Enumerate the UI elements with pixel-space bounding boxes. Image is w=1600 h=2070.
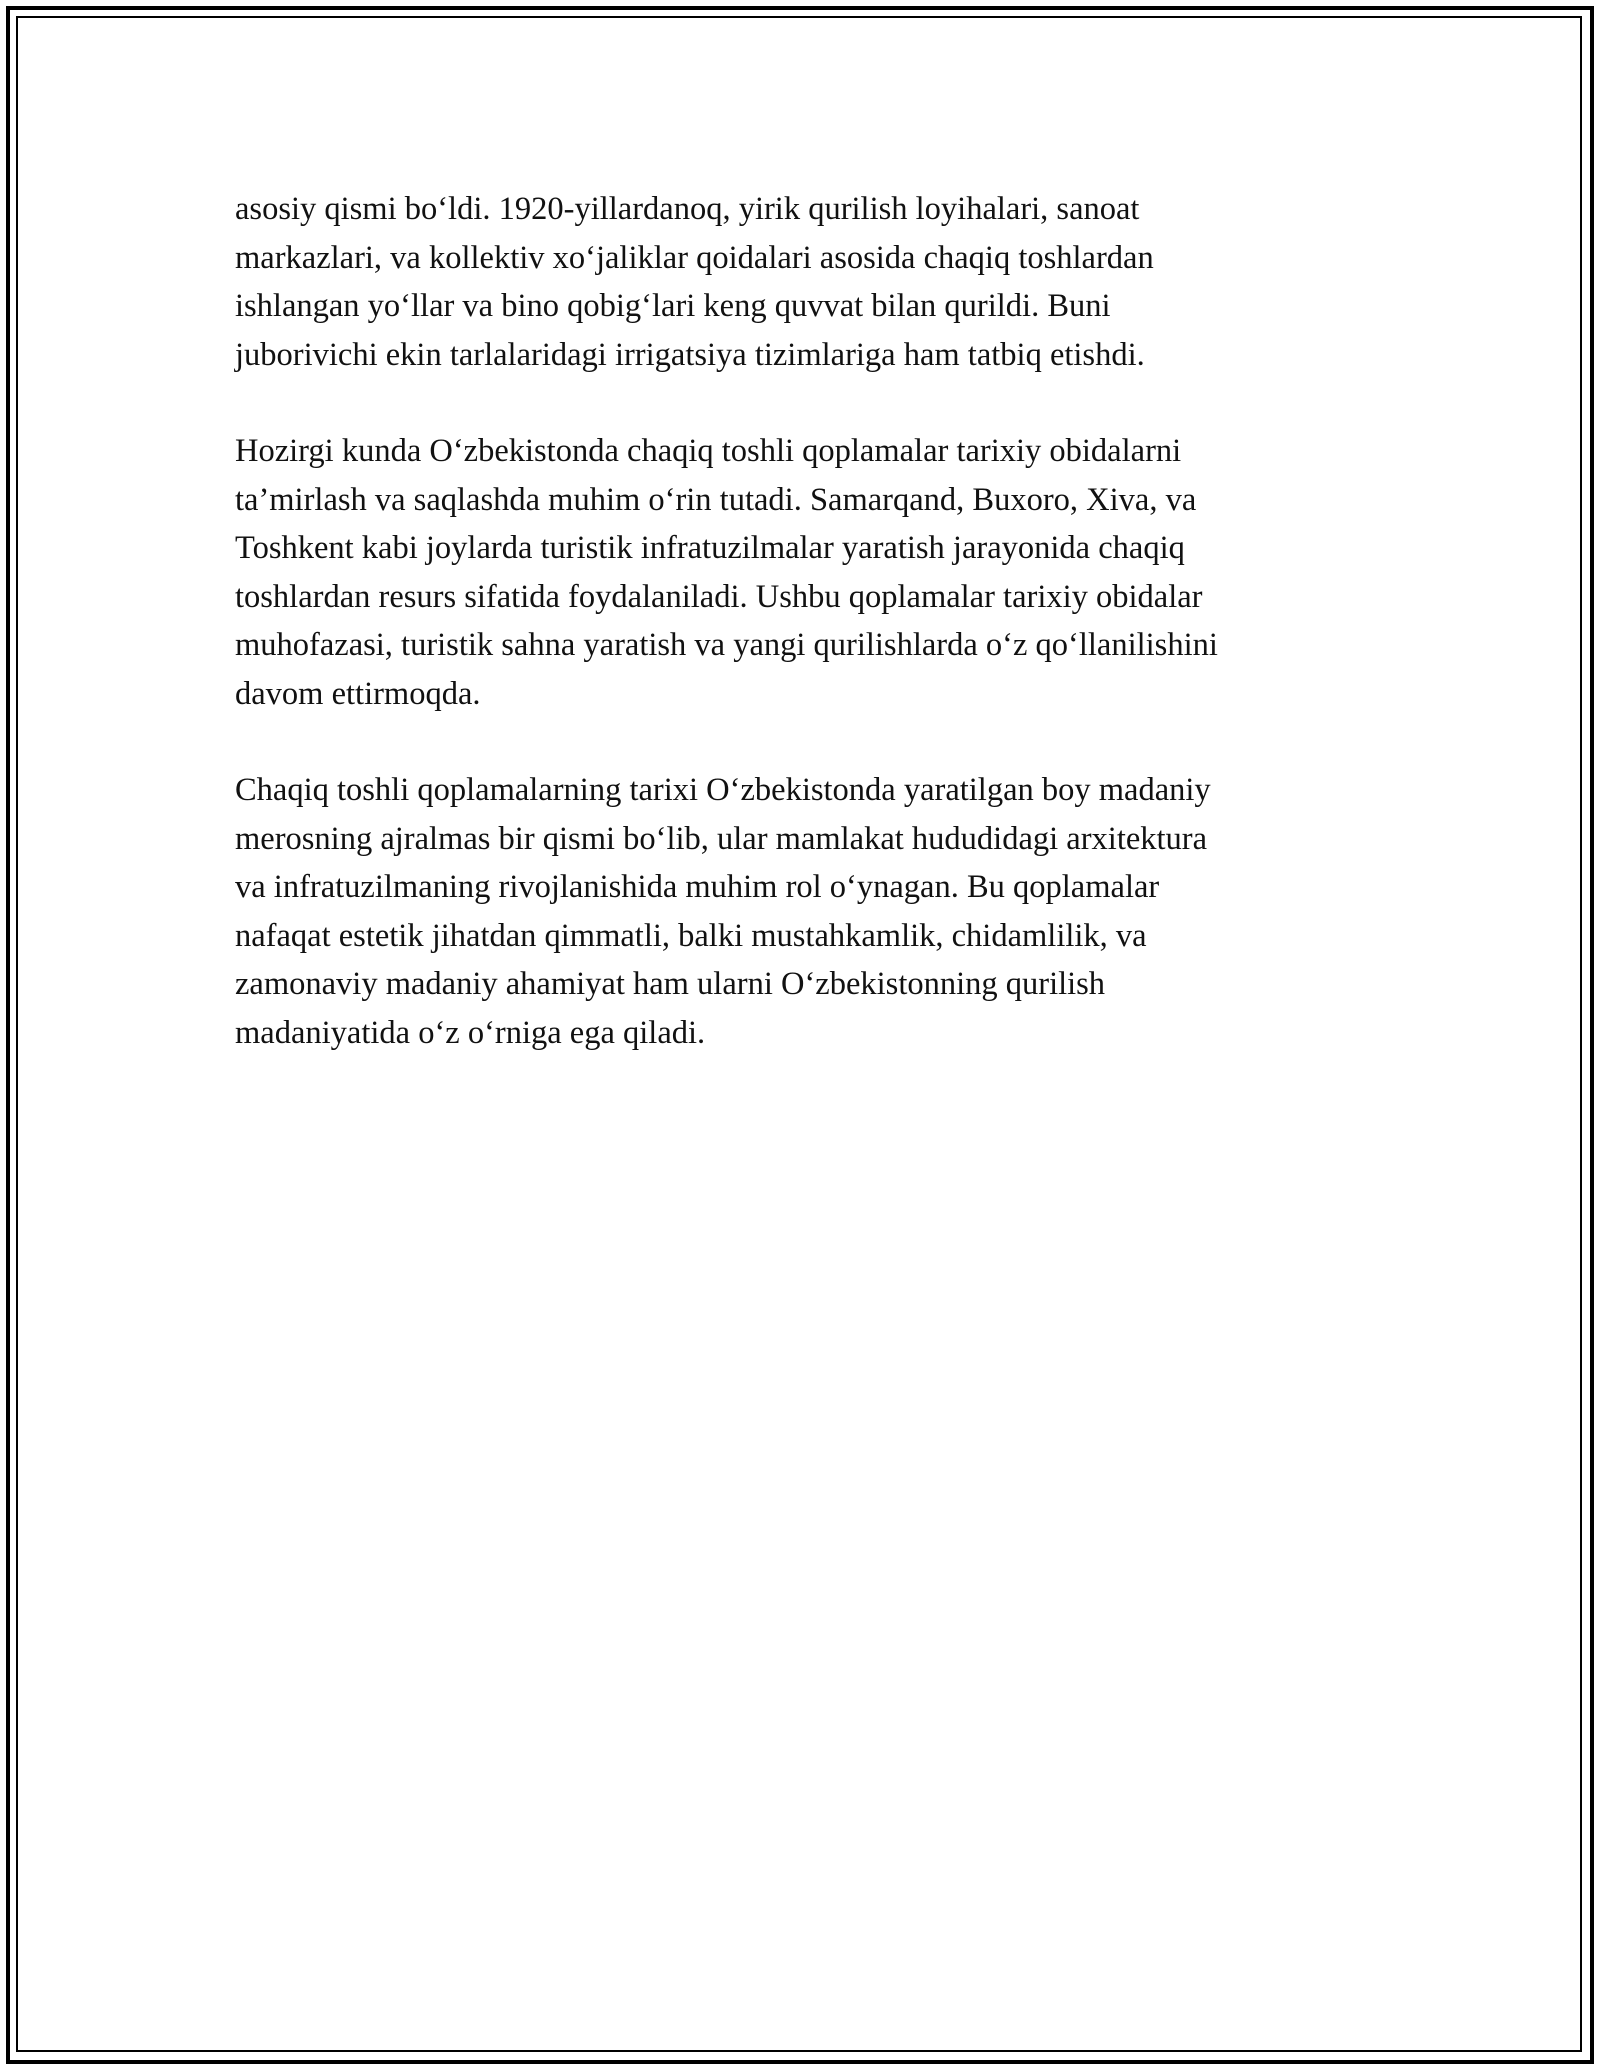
paragraph-1: asosiy qismi bo‘ldi. 1920-yillardanoq, yirik qurilish loyihalari, sanoat markazlari, va kollektiv xo‘jaliklar qoidalari asosida chaqiq toshlardan ishlangan yo‘llar va bino qobig‘lari keng quvvat bilan qurildi. Buni juborivichi ekin tarlalaridagi irrigatsiya tizimlariga ham tatbiq etishdi.: [235, 191, 1154, 373]
paragraph-3: Chaqiq toshli qoplamalarning tarixi O‘zbekistonda yaratilgan boy madaniy merosning ajralmas bir qismi bo‘lib, ular mamlakat hududidagi arxitektura va infratuzilmaning rivojlanishida muhim rol o‘ynagan. Bu qoplamalar nafaqat estetik jihatdan qimmatli, balki mustahkamlik, chidamlilik, va zamonaviy madaniy ahamiyat ham ularni O‘zbekistonning qurilish madaniyatida o‘z o‘rniga ega qiladi.: [235, 772, 1211, 1051]
paragraph-2: Hozirgi kunda O‘zbekistonda chaqiq toshli qoplamalar tarixiy obidalarni ta’mirlash va saqlashda muhim o‘rin tutadi. Samarqand, Buxoro, Xiva, va Toshkent kabi joylarda turistik infratuzilmalar yaratish jarayonida chaqiq toshlardan resurs sifatida foydalaniladi. Ushbu qoplamalar tarixiy obidalar muhofazasi, turistik sahna yaratish va yangi qurilishlarda o‘z qo‘llanilishini davom ettirmoqda.: [235, 433, 1218, 712]
document-body: [235, 185, 1365, 1105]
